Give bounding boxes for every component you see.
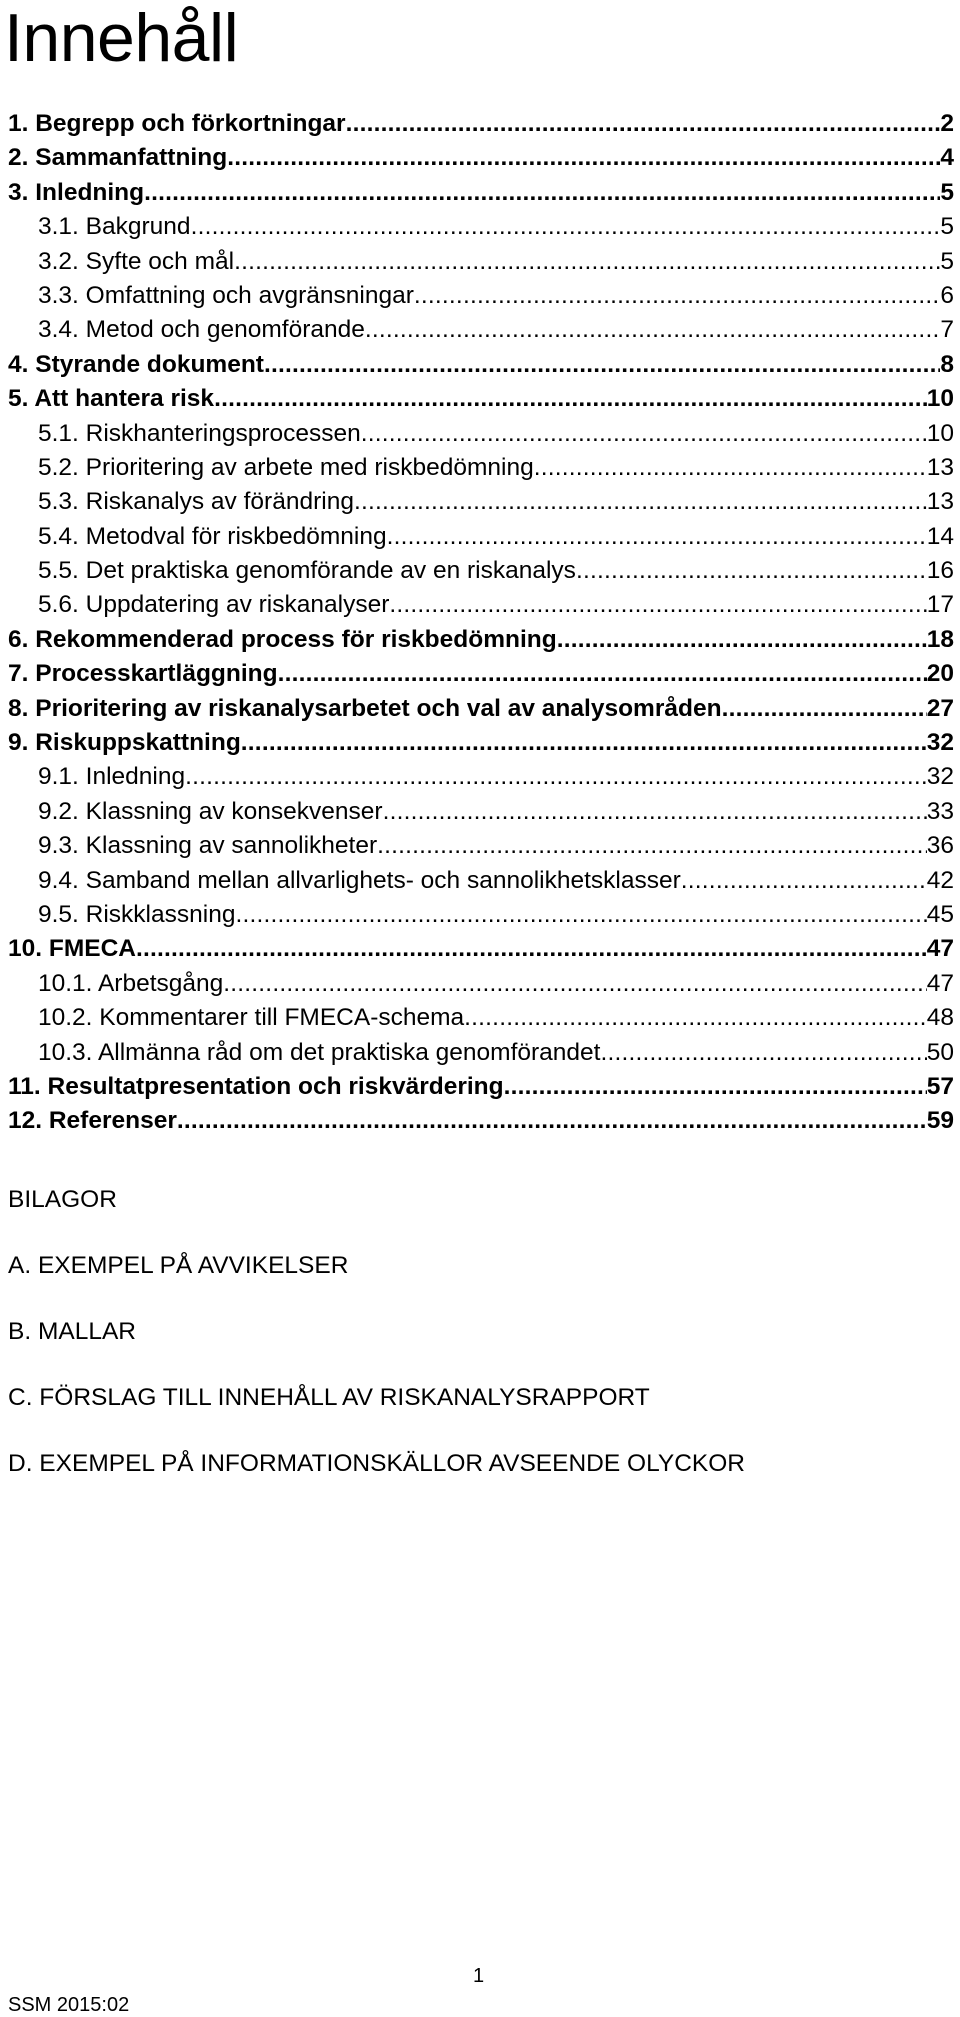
toc-dot-leader — [234, 245, 940, 279]
toc-dot-leader — [389, 588, 926, 622]
toc-entry — [8, 520, 954, 554]
toc-entry-page: 5 — [940, 213, 954, 241]
toc-entry — [8, 692, 954, 726]
page-number: 1 — [473, 1965, 485, 1987]
appendix-item-a: A. EXEMPEL PÅ AVVIKELSER — [8, 1252, 349, 1279]
toc-entry-label: 5.3. Riskanalys av förändring — [38, 488, 354, 516]
toc-entry-label: 4. Styrande dokument — [8, 350, 264, 378]
toc-entry-label: 3. Inledning — [8, 178, 145, 206]
toc-entry — [8, 313, 954, 347]
toc-entry-page: 36 — [926, 832, 954, 860]
toc-entry-page: 13 — [926, 488, 954, 516]
toc-entry-label: 9.4. Samband mellan allvarlighets- och sannolikhetsklasser — [38, 866, 681, 894]
toc-entry-label: 9.5. Riskklassning — [38, 900, 236, 928]
toc-entry — [8, 485, 954, 519]
toc-entry-page: 33 — [926, 797, 954, 825]
toc-entry — [8, 967, 954, 1001]
toc-entry — [8, 554, 954, 588]
toc-entry — [8, 245, 954, 279]
toc-entry-label: 9.1. Inledning — [38, 763, 186, 791]
toc-entry-label: 9. Riskuppskattning — [8, 729, 241, 757]
toc-entry-page: 10 — [926, 419, 954, 447]
toc-dot-leader — [722, 692, 927, 726]
toc-dot-leader — [235, 898, 926, 932]
toc-entry-label: 3.4. Metod och genomförande — [38, 316, 365, 344]
toc-entry-label: 5. Att hantera risk — [8, 385, 215, 413]
toc-dot-leader — [191, 210, 941, 244]
toc-dot-leader — [681, 864, 927, 898]
toc-entry-page: 5 — [940, 247, 954, 275]
toc-entry — [8, 107, 954, 141]
toc-dot-leader — [361, 417, 927, 451]
toc-entry-label: 10.1. Arbetsgång — [38, 969, 224, 997]
toc-entry-label: 10.2. Kommentarer till FMECA-schema — [38, 1004, 465, 1032]
toc-dot-leader — [185, 760, 927, 794]
toc-dot-leader — [600, 1036, 926, 1070]
toc-entry — [8, 279, 954, 313]
footer-reference: SSM 2015:02 — [8, 1994, 130, 2016]
toc-dot-leader — [557, 623, 927, 657]
toc-entry — [8, 210, 954, 244]
toc-entry-page: 48 — [926, 1004, 954, 1032]
toc-entry-label: 5.2. Prioritering av arbete med riskbedömning — [38, 453, 534, 481]
toc-entry — [8, 1104, 954, 1138]
toc-dot-leader — [414, 279, 940, 313]
toc-entry-page: 47 — [926, 935, 954, 963]
toc-entry-page: 20 — [926, 660, 954, 688]
toc-entry-page: 6 — [940, 281, 954, 309]
toc-dot-leader — [241, 726, 927, 760]
toc-dot-leader — [576, 554, 927, 588]
toc-entry-page: 57 — [926, 1072, 954, 1100]
toc-entry-page: 32 — [926, 729, 954, 757]
toc-dot-leader — [387, 520, 927, 554]
toc-entry-label: 3.1. Bakgrund — [38, 213, 191, 241]
toc-dot-leader — [354, 485, 927, 519]
toc-dot-leader — [534, 451, 927, 485]
toc-entry-page: 13 — [926, 453, 954, 481]
toc-entry-page: 8 — [940, 350, 954, 378]
table-of-contents — [8, 107, 954, 1139]
toc-dot-leader — [278, 657, 927, 691]
toc-dot-leader — [223, 967, 926, 1001]
toc-entry — [8, 141, 954, 175]
toc-entry-page: 14 — [926, 522, 954, 550]
toc-entry-page: 7 — [940, 316, 954, 344]
toc-entry — [8, 1036, 954, 1070]
toc-entry-page: 2 — [940, 110, 954, 137]
toc-entry — [8, 898, 954, 932]
toc-dot-leader — [227, 141, 940, 175]
toc-entry-page: 10 — [926, 385, 954, 413]
appendix-item-c: C. FÖRSLAG TILL INNEHÅLL AV RISKANALYSRAPPORT — [8, 1384, 650, 1411]
toc-entry — [8, 348, 954, 382]
toc-dot-leader — [346, 107, 941, 141]
toc-dot-leader — [214, 382, 927, 416]
toc-entry — [8, 176, 954, 210]
toc-entry-label: 12. Referenser — [8, 1107, 177, 1135]
toc-entry-page: 18 — [926, 625, 954, 653]
toc-entry-label: 10. FMECA — [8, 935, 136, 963]
toc-entry — [8, 417, 954, 451]
toc-entry — [8, 1001, 954, 1035]
toc-entry-page: 17 — [926, 591, 954, 619]
toc-entry-label: 8. Prioritering av riskanalysarbetet och val av analysområden — [8, 694, 722, 722]
toc-entry-label: 3.3. Omfattning och avgränsningar — [38, 281, 414, 309]
toc-entry — [8, 657, 954, 691]
toc-entry-page: 42 — [926, 866, 954, 894]
toc-entry — [8, 623, 954, 657]
toc-entry-label: 9.2. Klassning av konsekvenser — [38, 797, 383, 825]
toc-entry-page: 50 — [926, 1038, 954, 1066]
appendix-item-b: B. MALLAR — [8, 1318, 136, 1345]
toc-entry-page: 4 — [940, 144, 954, 172]
toc-entry — [8, 760, 954, 794]
toc-dot-leader — [144, 176, 940, 210]
toc-entry-page: 5 — [940, 178, 954, 206]
toc-entry-label: 2. Sammanfattning — [8, 144, 228, 172]
toc-dot-leader — [383, 795, 927, 829]
toc-dot-leader — [377, 829, 927, 863]
toc-entry — [8, 726, 954, 760]
toc-entry — [8, 795, 954, 829]
toc-entry-label: 1. Begrepp och förkortningar — [8, 110, 346, 137]
toc-dot-leader — [177, 1104, 927, 1138]
toc-entry-page: 47 — [926, 969, 954, 997]
toc-entry — [8, 864, 954, 898]
toc-dot-leader — [464, 1001, 927, 1035]
toc-dot-leader — [264, 348, 940, 382]
toc-entry-label: 5.6. Uppdatering av riskanalyser — [38, 591, 390, 619]
page-title: Innehåll — [4, 0, 239, 76]
toc-entry — [8, 829, 954, 863]
toc-entry-label: 10.3. Allmänna råd om det praktiska genomförandet — [38, 1038, 601, 1066]
toc-dot-leader — [136, 932, 927, 966]
toc-dot-leader — [365, 313, 940, 347]
toc-entry-label: 3.2. Syfte och mål — [38, 247, 235, 275]
toc-entry-page: 32 — [926, 763, 954, 791]
toc-dot-leader — [504, 1070, 927, 1104]
toc-entry — [8, 588, 954, 622]
toc-entry — [8, 932, 954, 966]
toc-entry-label: 5.1. Riskhanteringsprocessen — [38, 419, 361, 447]
toc-entry-page: 16 — [926, 557, 954, 585]
toc-entry-page: 27 — [926, 694, 954, 722]
toc-entry-label: 11. Resultatpresentation och riskvärdering — [8, 1072, 504, 1100]
toc-entry-label: 5.4. Metodval för riskbedömning — [38, 522, 387, 550]
toc-entry-label: 6. Rekommenderad process för riskbedömning — [8, 625, 557, 653]
toc-entry — [8, 451, 954, 485]
toc-entry-page: 59 — [926, 1107, 954, 1135]
appendix-item-d: D. EXEMPEL PÅ INFORMATIONSKÄLLOR AVSEENDE OLYCKOR — [8, 1450, 745, 1477]
toc-entry — [8, 382, 954, 416]
toc-entry-label: 7. Processkartläggning — [8, 660, 278, 688]
toc-entry — [8, 1070, 954, 1104]
toc-entry-page: 45 — [926, 900, 954, 928]
toc-entry-label: 5.5. Det praktiska genomförande av en riskanalys — [38, 557, 576, 585]
toc-entry-label: 9.3. Klassning av sannolikheter — [38, 832, 378, 860]
appendix-heading: BILAGOR — [8, 1186, 117, 1213]
